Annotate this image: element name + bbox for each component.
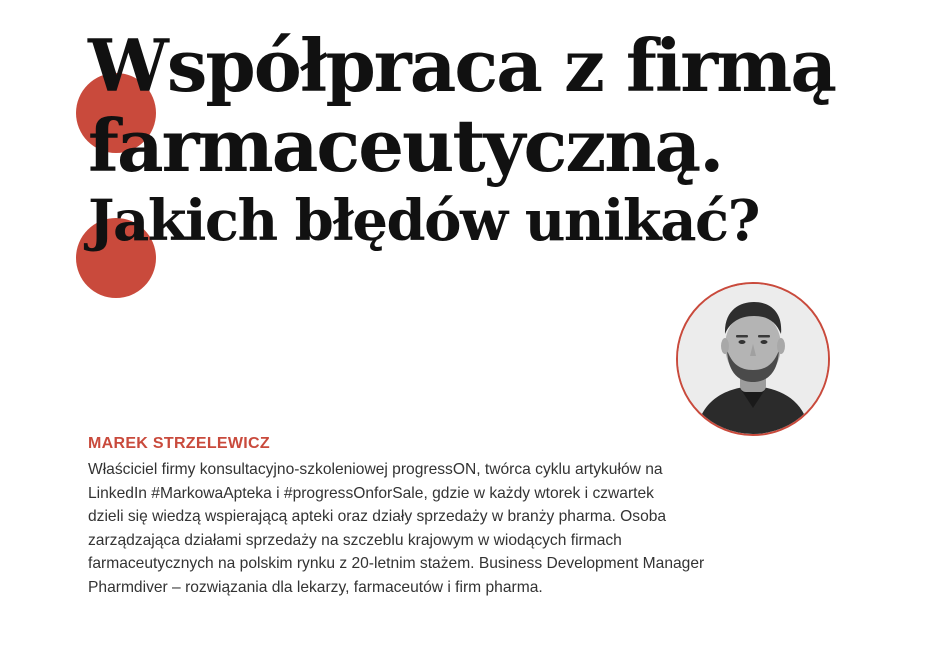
author-bio-line: Pharmdiver – rozwiązania dla lekarzy, farmaceutów i firm pharma. bbox=[88, 578, 543, 596]
author-portrait bbox=[676, 282, 830, 436]
author-bio-line: farmaceutycznych na polskim rynku z 20-letnim stażem. Business Development Manager bbox=[88, 555, 705, 572]
author-bio-line: LinkedIn #MarkowaApteka i #progressOnforSale, gdzie w każdy wtorek i czwartek bbox=[88, 484, 654, 502]
article-headline bbox=[88, 23, 835, 256]
headline-subtitle: Jakich błędów unikać? bbox=[88, 188, 759, 254]
author-name: MAREK STRZELEWICZ bbox=[88, 435, 270, 452]
author-bio-line: dzieli się wiedzą wspierającą apteki oraz działy sprzedaży w branży pharma. Osoba bbox=[88, 508, 667, 525]
author-bio bbox=[88, 458, 848, 599]
author-bio-line: Właściciel firmy konsultacyjno-szkoleniowej progressON, twórca cyklu artykułów na bbox=[88, 461, 663, 478]
headline-line-1: Współpraca z firmą bbox=[88, 23, 835, 108]
author-portrait-image bbox=[678, 284, 828, 434]
headline-line-2: farmaceutyczną. bbox=[88, 103, 723, 188]
author-bio-line: zarządzająca działami sprzedaży na szczeblu krajowym w wiodących firmach bbox=[88, 531, 622, 549]
